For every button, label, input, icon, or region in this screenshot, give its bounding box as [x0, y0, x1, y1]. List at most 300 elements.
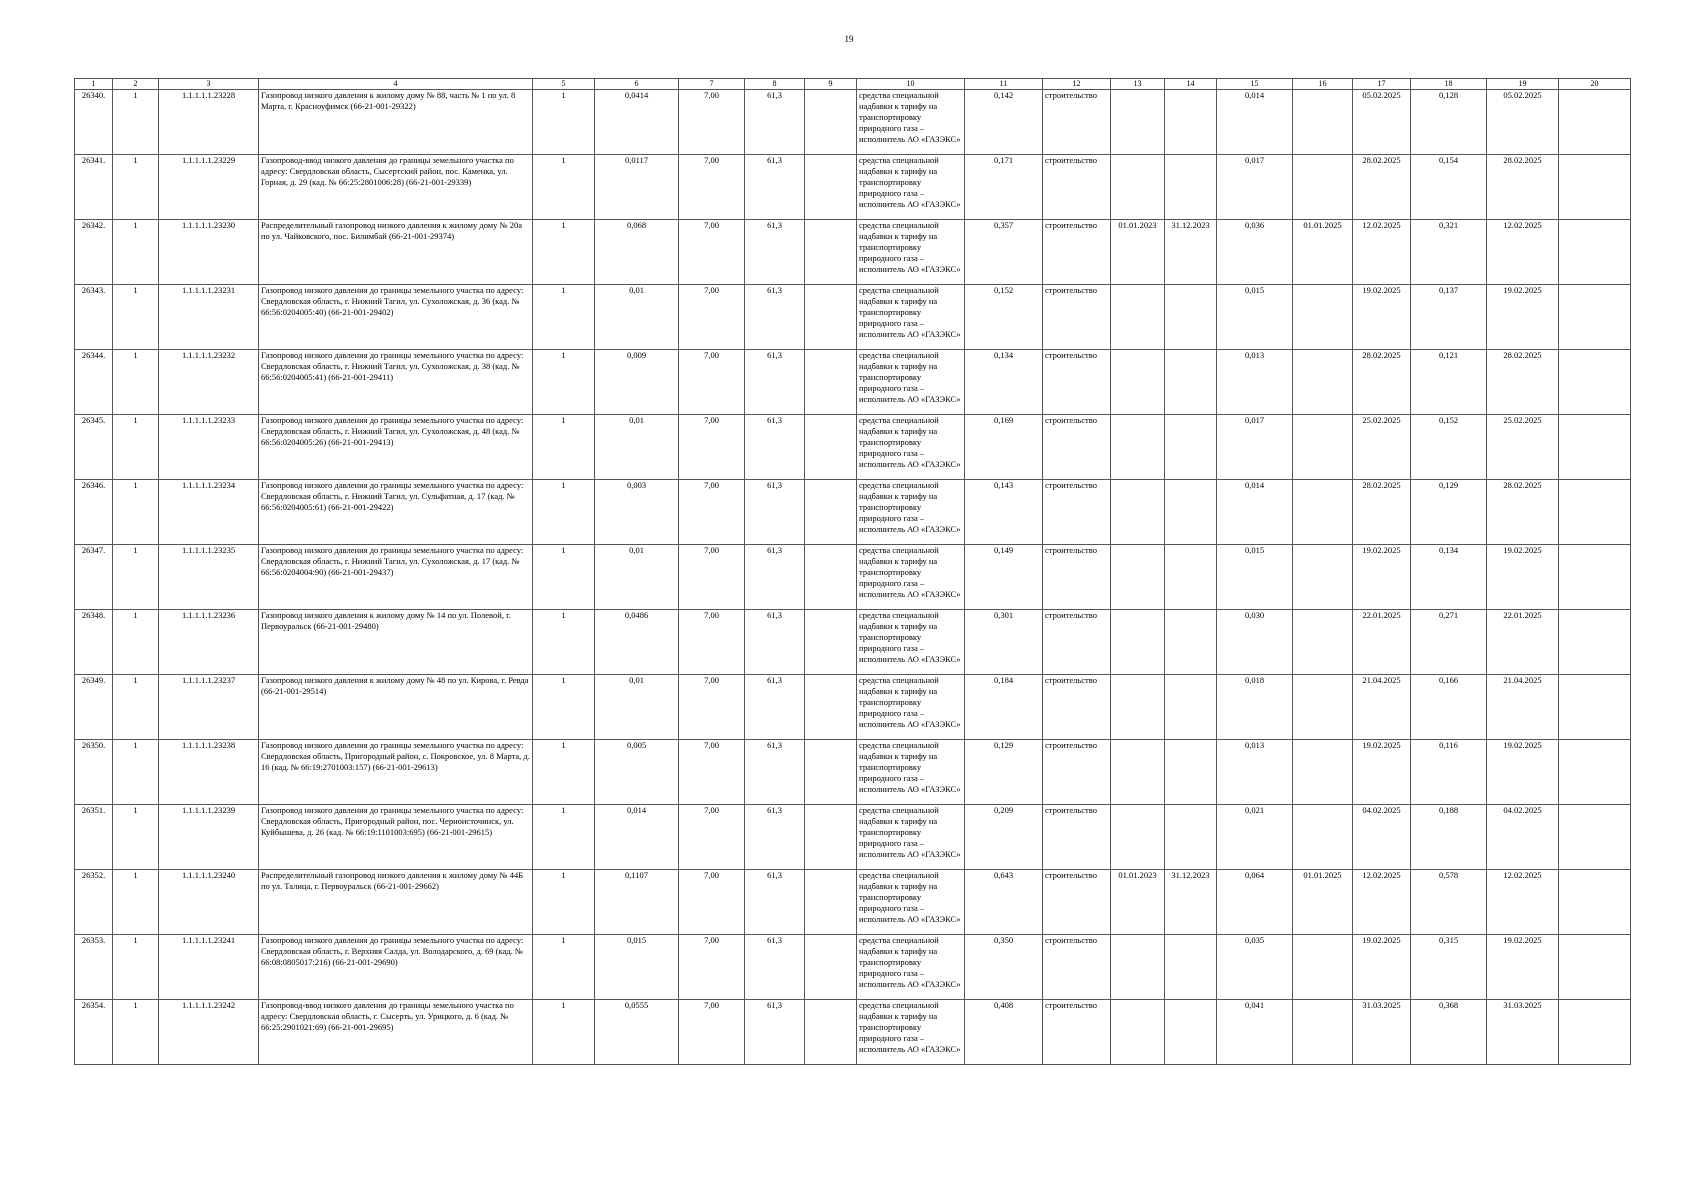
- length-value: 0,0486: [595, 610, 679, 675]
- column-header-11: 11: [965, 79, 1043, 90]
- col19-date: 19.02.2025: [1487, 740, 1559, 805]
- col19-date: 12.02.2025: [1487, 870, 1559, 935]
- col16-date: [1293, 90, 1353, 155]
- work-type: строительство: [1043, 480, 1111, 545]
- col17-date: 28.02.2025: [1353, 155, 1411, 220]
- col5-value: 1: [533, 350, 595, 415]
- col9-value: [805, 805, 857, 870]
- column-header-5: 5: [533, 79, 595, 90]
- col8-value: 61,3: [745, 350, 805, 415]
- column-header-7: 7: [679, 79, 745, 90]
- work-type: строительство: [1043, 350, 1111, 415]
- col5-value: 1: [533, 220, 595, 285]
- col20-value: [1559, 545, 1631, 610]
- column-header-13: 13: [1111, 79, 1165, 90]
- page-number: 19: [844, 34, 854, 44]
- col15-value: 0,017: [1217, 155, 1293, 220]
- start-date: [1111, 610, 1165, 675]
- col7-value: 7,00: [679, 90, 745, 155]
- col17-date: 04.02.2025: [1353, 805, 1411, 870]
- length-value: 0,015: [595, 935, 679, 1000]
- col18-value: 0,315: [1411, 935, 1487, 1000]
- column-header-16: 16: [1293, 79, 1353, 90]
- table-row: [75, 675, 1631, 740]
- table-row: [75, 285, 1631, 350]
- col15-value: 0,017: [1217, 415, 1293, 480]
- col17-date: 25.02.2025: [1353, 415, 1411, 480]
- col2-value: 1: [113, 870, 159, 935]
- object-description: Распределительный газопровод низкого давления к жилому дому № 20а по ул. Чайковского, пос. Билимбай (66-21-001-29374): [259, 220, 533, 285]
- row-number: 26341.: [75, 155, 113, 220]
- col15-value: 0,015: [1217, 545, 1293, 610]
- object-description: Газопровод низкого давления до границы земельного участка по адресу: Свердловская область, Пригородный район, с. Покровское, ул. 8 Марта, д. 16 (кад. № 66:19:2701003:157) (66-21-001-29613): [259, 740, 533, 805]
- object-code: 1.1.1.1.1.23229: [159, 155, 259, 220]
- col17-date: 19.02.2025: [1353, 935, 1411, 1000]
- length-value: 0,0555: [595, 1000, 679, 1065]
- col20-value: [1559, 155, 1631, 220]
- table-row: [75, 155, 1631, 220]
- cost-value: 0,143: [965, 480, 1043, 545]
- table-row: [75, 805, 1631, 870]
- col17-date: 31.03.2025: [1353, 1000, 1411, 1065]
- table-row: [75, 870, 1631, 935]
- col17-date: 19.02.2025: [1353, 740, 1411, 805]
- funding-source: средства специальной надбавки к тарифу на транспортировку природного газа – исполнитель АО «ГАЗЭКС»: [857, 155, 965, 220]
- col9-value: [805, 220, 857, 285]
- col9-value: [805, 740, 857, 805]
- col9-value: [805, 935, 857, 1000]
- start-date: [1111, 545, 1165, 610]
- work-type: строительство: [1043, 610, 1111, 675]
- col16-date: [1293, 1000, 1353, 1065]
- col8-value: 61,3: [745, 155, 805, 220]
- col5-value: 1: [533, 90, 595, 155]
- col17-date: 12.02.2025: [1353, 220, 1411, 285]
- col20-value: [1559, 285, 1631, 350]
- col2-value: 1: [113, 805, 159, 870]
- col8-value: 61,3: [745, 805, 805, 870]
- col7-value: 7,00: [679, 1000, 745, 1065]
- col20-value: [1559, 415, 1631, 480]
- col15-value: 0,041: [1217, 1000, 1293, 1065]
- start-date: [1111, 155, 1165, 220]
- length-value: 0,005: [595, 740, 679, 805]
- length-value: 0,014: [595, 805, 679, 870]
- cost-value: 0,134: [965, 350, 1043, 415]
- column-number-row: [75, 79, 1631, 90]
- object-description: Газопровод низкого давления до границы земельного участка по адресу: Свердловская область, г. Нижний Тагил, ул. Сухоложская, д. 36 (кад. № 66:56:0204005:40) (66-21-001-29402): [259, 285, 533, 350]
- col9-value: [805, 1000, 857, 1065]
- col2-value: 1: [113, 155, 159, 220]
- start-date: [1111, 350, 1165, 415]
- col2-value: 1: [113, 285, 159, 350]
- col19-date: 25.02.2025: [1487, 415, 1559, 480]
- object-description: Газопровод низкого давления до границы земельного участка по адресу: Свердловская область, г. Нижний Тагил, ул. Сухоложская, д. 38 (кад. № 66:56:0204005:41) (66-21-001-29411): [259, 350, 533, 415]
- col5-value: 1: [533, 545, 595, 610]
- table-row: [75, 545, 1631, 610]
- col15-value: 0,064: [1217, 870, 1293, 935]
- col17-date: 28.02.2025: [1353, 480, 1411, 545]
- col5-value: 1: [533, 1000, 595, 1065]
- col2-value: 1: [113, 545, 159, 610]
- col18-value: 0,271: [1411, 610, 1487, 675]
- start-date: [1111, 415, 1165, 480]
- col8-value: 61,3: [745, 675, 805, 740]
- col9-value: [805, 155, 857, 220]
- table-row: [75, 350, 1631, 415]
- col8-value: 61,3: [745, 935, 805, 1000]
- col17-date: 12.02.2025: [1353, 870, 1411, 935]
- column-header-18: 18: [1411, 79, 1487, 90]
- col7-value: 7,00: [679, 545, 745, 610]
- col18-value: 0,137: [1411, 285, 1487, 350]
- length-value: 0,009: [595, 350, 679, 415]
- col15-value: 0,014: [1217, 480, 1293, 545]
- length-value: 0,003: [595, 480, 679, 545]
- table-row: [75, 415, 1631, 480]
- object-code: 1.1.1.1.1.23231: [159, 285, 259, 350]
- work-type: строительство: [1043, 285, 1111, 350]
- col20-value: [1559, 675, 1631, 740]
- col5-value: 1: [533, 805, 595, 870]
- start-date: [1111, 805, 1165, 870]
- funding-source: средства специальной надбавки к тарифу на транспортировку природного газа – исполнитель АО «ГАЗЭКС»: [857, 1000, 965, 1065]
- end-date: [1165, 1000, 1217, 1065]
- col8-value: 61,3: [745, 90, 805, 155]
- row-number: 26353.: [75, 935, 113, 1000]
- column-header-14: 14: [1165, 79, 1217, 90]
- row-number: 26348.: [75, 610, 113, 675]
- work-type: строительство: [1043, 935, 1111, 1000]
- column-header-4: 4: [259, 79, 533, 90]
- table-row: [75, 1000, 1631, 1065]
- row-number: 26352.: [75, 870, 113, 935]
- col5-value: 1: [533, 935, 595, 1000]
- funding-source: средства специальной надбавки к тарифу на транспортировку природного газа – исполнитель АО «ГАЗЭКС»: [857, 415, 965, 480]
- cost-value: 0,171: [965, 155, 1043, 220]
- col19-date: 28.02.2025: [1487, 480, 1559, 545]
- col7-value: 7,00: [679, 220, 745, 285]
- column-header-9: 9: [805, 79, 857, 90]
- work-type: строительство: [1043, 870, 1111, 935]
- col8-value: 61,3: [745, 285, 805, 350]
- row-number: 26340.: [75, 90, 113, 155]
- object-description: Газопровод низкого давления до границы земельного участка по адресу: Свердловская область, г. Верхняя Салда, ул. Володарского, д. 69 (кад. № 66:08:0805017:216) (66-21-001-29690): [259, 935, 533, 1000]
- object-description: Газопровод низкого давления к жилому дому № 48 по ул. Кирова, г. Ревда (66-21-001-29514): [259, 675, 533, 740]
- end-date: [1165, 285, 1217, 350]
- object-description: Газопровод низкого давления к жилому дому № 88, часть № 1 по ул. 8 Марта, г. Красноуфимск (66-21-001-29322): [259, 90, 533, 155]
- column-header-10: 10: [857, 79, 965, 90]
- work-type: строительство: [1043, 415, 1111, 480]
- col8-value: 61,3: [745, 610, 805, 675]
- start-date: [1111, 90, 1165, 155]
- col2-value: 1: [113, 480, 159, 545]
- col9-value: [805, 610, 857, 675]
- col8-value: 61,3: [745, 870, 805, 935]
- col8-value: 61,3: [745, 1000, 805, 1065]
- start-date: [1111, 285, 1165, 350]
- cost-value: 0,169: [965, 415, 1043, 480]
- object-description: Газопровод низкого давления до границы земельного участка по адресу: Свердловская область, г. Нижний Тагил, ул. Сухоложская, д. 17 (кад. № 66:56:0204004:90) (66-21-001-29437): [259, 545, 533, 610]
- object-code: 1.1.1.1.1.23239: [159, 805, 259, 870]
- row-number: 26349.: [75, 675, 113, 740]
- col9-value: [805, 480, 857, 545]
- col20-value: [1559, 220, 1631, 285]
- cost-value: 0,184: [965, 675, 1043, 740]
- object-description: Распределительный газопровод низкого давления к жилому дому № 44Б по ул. Талица, г. Первоуральск (66-21-001-29662): [259, 870, 533, 935]
- start-date: [1111, 740, 1165, 805]
- object-description: Газопровод-ввод низкого давления до границы земельного участка по адресу: Свердловская область, Сысертский район, пос. Каменка, ул. Горная, д. 29 (кад. № 66:25:2801006:28) (66-21-001-29339): [259, 155, 533, 220]
- col2-value: 1: [113, 415, 159, 480]
- col17-date: 19.02.2025: [1353, 285, 1411, 350]
- end-date: 31.12.2023: [1165, 870, 1217, 935]
- col16-date: [1293, 350, 1353, 415]
- col16-date: [1293, 805, 1353, 870]
- start-date: [1111, 480, 1165, 545]
- col20-value: [1559, 480, 1631, 545]
- object-description: Газопровод низкого давления до границы земельного участка по адресу: Свердловская область, г. Нижний Тагил, ул. Сульфатная, д. 17 (кад. № 66:56:0204005:61) (66-21-001-29422): [259, 480, 533, 545]
- col5-value: 1: [533, 415, 595, 480]
- length-value: 0,0414: [595, 90, 679, 155]
- col18-value: 0,129: [1411, 480, 1487, 545]
- cost-value: 0,152: [965, 285, 1043, 350]
- object-code: 1.1.1.1.1.23238: [159, 740, 259, 805]
- table-row: [75, 480, 1631, 545]
- col16-date: [1293, 415, 1353, 480]
- col16-date: [1293, 545, 1353, 610]
- col9-value: [805, 350, 857, 415]
- start-date: 01.01.2023: [1111, 220, 1165, 285]
- col9-value: [805, 90, 857, 155]
- col8-value: 61,3: [745, 480, 805, 545]
- col7-value: 7,00: [679, 870, 745, 935]
- col2-value: 1: [113, 610, 159, 675]
- col19-date: 22.01.2025: [1487, 610, 1559, 675]
- end-date: [1165, 350, 1217, 415]
- col18-value: 0,578: [1411, 870, 1487, 935]
- col7-value: 7,00: [679, 805, 745, 870]
- funding-source: средства специальной надбавки к тарифу на транспортировку природного газа – исполнитель АО «ГАЗЭКС»: [857, 220, 965, 285]
- work-type: строительство: [1043, 545, 1111, 610]
- length-value: 0,01: [595, 545, 679, 610]
- col18-value: 0,321: [1411, 220, 1487, 285]
- col15-value: 0,035: [1217, 935, 1293, 1000]
- col8-value: 61,3: [745, 545, 805, 610]
- object-code: 1.1.1.1.1.23237: [159, 675, 259, 740]
- cost-value: 0,643: [965, 870, 1043, 935]
- funding-source: средства специальной надбавки к тарифу на транспортировку природного газа – исполнитель АО «ГАЗЭКС»: [857, 285, 965, 350]
- col15-value: 0,018: [1217, 675, 1293, 740]
- work-type: строительство: [1043, 90, 1111, 155]
- length-value: 0,01: [595, 675, 679, 740]
- col18-value: 0,154: [1411, 155, 1487, 220]
- col18-value: 0,128: [1411, 90, 1487, 155]
- funding-source: средства специальной надбавки к тарифу на транспортировку природного газа – исполнитель АО «ГАЗЭКС»: [857, 90, 965, 155]
- row-number: 26350.: [75, 740, 113, 805]
- col18-value: 0,152: [1411, 415, 1487, 480]
- col16-date: [1293, 740, 1353, 805]
- col19-date: 19.02.2025: [1487, 545, 1559, 610]
- end-date: [1165, 415, 1217, 480]
- end-date: [1165, 675, 1217, 740]
- object-code: 1.1.1.1.1.23233: [159, 415, 259, 480]
- col15-value: 0,015: [1217, 285, 1293, 350]
- col20-value: [1559, 870, 1631, 935]
- col19-date: 21.04.2025: [1487, 675, 1559, 740]
- col7-value: 7,00: [679, 285, 745, 350]
- col20-value: [1559, 1000, 1631, 1065]
- col5-value: 1: [533, 870, 595, 935]
- object-code: 1.1.1.1.1.23235: [159, 545, 259, 610]
- col5-value: 1: [533, 610, 595, 675]
- col19-date: 05.02.2025: [1487, 90, 1559, 155]
- table-row: [75, 90, 1631, 155]
- work-type: строительство: [1043, 220, 1111, 285]
- col15-value: 0,021: [1217, 805, 1293, 870]
- column-header-12: 12: [1043, 79, 1111, 90]
- row-number: 26342.: [75, 220, 113, 285]
- cost-value: 0,357: [965, 220, 1043, 285]
- table-row: [75, 935, 1631, 1000]
- col19-date: 04.02.2025: [1487, 805, 1559, 870]
- cost-value: 0,350: [965, 935, 1043, 1000]
- col7-value: 7,00: [679, 480, 745, 545]
- col19-date: 19.02.2025: [1487, 935, 1559, 1000]
- col9-value: [805, 415, 857, 480]
- start-date: 01.01.2023: [1111, 870, 1165, 935]
- column-header-1: 1: [75, 79, 113, 90]
- funding-source: средства специальной надбавки к тарифу на транспортировку природного газа – исполнитель АО «ГАЗЭКС»: [857, 740, 965, 805]
- col20-value: [1559, 350, 1631, 415]
- table-row: [75, 610, 1631, 675]
- col17-date: 28.02.2025: [1353, 350, 1411, 415]
- col17-date: 19.02.2025: [1353, 545, 1411, 610]
- work-type: строительство: [1043, 675, 1111, 740]
- object-description: Газопровод низкого давления к жилому дому № 14 по ул. Полевой, г. Первоуральск (66-21-001-29480): [259, 610, 533, 675]
- object-description: Газопровод низкого давления до границы земельного участка по адресу: Свердловская область, Пригородный район, пос. Черноисточинск, ул. Куйбышева, д. 26 (кад. № 66:19:1101003:695) (66-21-001-29615): [259, 805, 533, 870]
- funding-source: средства специальной надбавки к тарифу на транспортировку природного газа – исполнитель АО «ГАЗЭКС»: [857, 610, 965, 675]
- length-value: 0,068: [595, 220, 679, 285]
- work-type: строительство: [1043, 805, 1111, 870]
- col7-value: 7,00: [679, 610, 745, 675]
- object-code: 1.1.1.1.1.23230: [159, 220, 259, 285]
- cost-value: 0,301: [965, 610, 1043, 675]
- col7-value: 7,00: [679, 675, 745, 740]
- funding-source: средства специальной надбавки к тарифу на транспортировку природного газа – исполнитель АО «ГАЗЭКС»: [857, 805, 965, 870]
- cost-value: 0,209: [965, 805, 1043, 870]
- col16-date: [1293, 935, 1353, 1000]
- col8-value: 61,3: [745, 740, 805, 805]
- cost-value: 0,129: [965, 740, 1043, 805]
- work-type: строительство: [1043, 155, 1111, 220]
- col8-value: 61,3: [745, 220, 805, 285]
- funding-source: средства специальной надбавки к тарифу на транспортировку природного газа – исполнитель АО «ГАЗЭКС»: [857, 545, 965, 610]
- col2-value: 1: [113, 935, 159, 1000]
- row-number: 26346.: [75, 480, 113, 545]
- col20-value: [1559, 740, 1631, 805]
- col19-date: 28.02.2025: [1487, 350, 1559, 415]
- col7-value: 7,00: [679, 155, 745, 220]
- col15-value: 0,030: [1217, 610, 1293, 675]
- object-code: 1.1.1.1.1.23234: [159, 480, 259, 545]
- row-number: 26351.: [75, 805, 113, 870]
- col16-date: [1293, 285, 1353, 350]
- col19-date: 19.02.2025: [1487, 285, 1559, 350]
- col16-date: [1293, 610, 1353, 675]
- funding-source: средства специальной надбавки к тарифу на транспортировку природного газа – исполнитель АО «ГАЗЭКС»: [857, 870, 965, 935]
- row-number: 26347.: [75, 545, 113, 610]
- col9-value: [805, 870, 857, 935]
- col16-date: [1293, 480, 1353, 545]
- end-date: [1165, 740, 1217, 805]
- end-date: [1165, 545, 1217, 610]
- funding-source: средства специальной надбавки к тарифу на транспортировку природного газа – исполнитель АО «ГАЗЭКС»: [857, 935, 965, 1000]
- column-header-20: 20: [1559, 79, 1631, 90]
- funding-source: средства специальной надбавки к тарифу на транспортировку природного газа – исполнитель АО «ГАЗЭКС»: [857, 675, 965, 740]
- col5-value: 1: [533, 480, 595, 545]
- end-date: [1165, 935, 1217, 1000]
- col16-date: [1293, 155, 1353, 220]
- col5-value: 1: [533, 740, 595, 805]
- row-number: 26343.: [75, 285, 113, 350]
- col20-value: [1559, 935, 1631, 1000]
- col15-value: 0,014: [1217, 90, 1293, 155]
- end-date: [1165, 610, 1217, 675]
- col15-value: 0,013: [1217, 740, 1293, 805]
- col2-value: 1: [113, 1000, 159, 1065]
- row-number: 26344.: [75, 350, 113, 415]
- col2-value: 1: [113, 740, 159, 805]
- row-number: 26345.: [75, 415, 113, 480]
- col19-date: 28.02.2025: [1487, 155, 1559, 220]
- col16-date: 01.01.2025: [1293, 870, 1353, 935]
- col18-value: 0,134: [1411, 545, 1487, 610]
- funding-source: средства специальной надбавки к тарифу на транспортировку природного газа – исполнитель АО «ГАЗЭКС»: [857, 350, 965, 415]
- object-code: 1.1.1.1.1.23242: [159, 1000, 259, 1065]
- col9-value: [805, 285, 857, 350]
- column-header-17: 17: [1353, 79, 1411, 90]
- col5-value: 1: [533, 285, 595, 350]
- object-description: Газопровод низкого давления до границы земельного участка по адресу: Свердловская область, г. Нижний Тагил, ул. Сухоложская, д. 48 (кад. № 66:56:0204005:26) (66-21-001-29413): [259, 415, 533, 480]
- column-header-8: 8: [745, 79, 805, 90]
- object-code: 1.1.1.1.1.23228: [159, 90, 259, 155]
- column-header-15: 15: [1217, 79, 1293, 90]
- end-date: [1165, 805, 1217, 870]
- end-date: [1165, 90, 1217, 155]
- start-date: [1111, 1000, 1165, 1065]
- work-type: строительство: [1043, 740, 1111, 805]
- col18-value: 0,121: [1411, 350, 1487, 415]
- object-code: 1.1.1.1.1.23236: [159, 610, 259, 675]
- col9-value: [805, 675, 857, 740]
- col7-value: 7,00: [679, 935, 745, 1000]
- col16-date: 01.01.2025: [1293, 220, 1353, 285]
- col19-date: 12.02.2025: [1487, 220, 1559, 285]
- col7-value: 7,00: [679, 350, 745, 415]
- row-number: 26354.: [75, 1000, 113, 1065]
- object-code: 1.1.1.1.1.23240: [159, 870, 259, 935]
- col20-value: [1559, 610, 1631, 675]
- length-value: 0,01: [595, 285, 679, 350]
- col7-value: 7,00: [679, 740, 745, 805]
- cost-value: 0,408: [965, 1000, 1043, 1065]
- col17-date: 05.02.2025: [1353, 90, 1411, 155]
- object-code: 1.1.1.1.1.23241: [159, 935, 259, 1000]
- col8-value: 61,3: [745, 415, 805, 480]
- table-row: [75, 740, 1631, 805]
- length-value: 0,1107: [595, 870, 679, 935]
- col15-value: 0,036: [1217, 220, 1293, 285]
